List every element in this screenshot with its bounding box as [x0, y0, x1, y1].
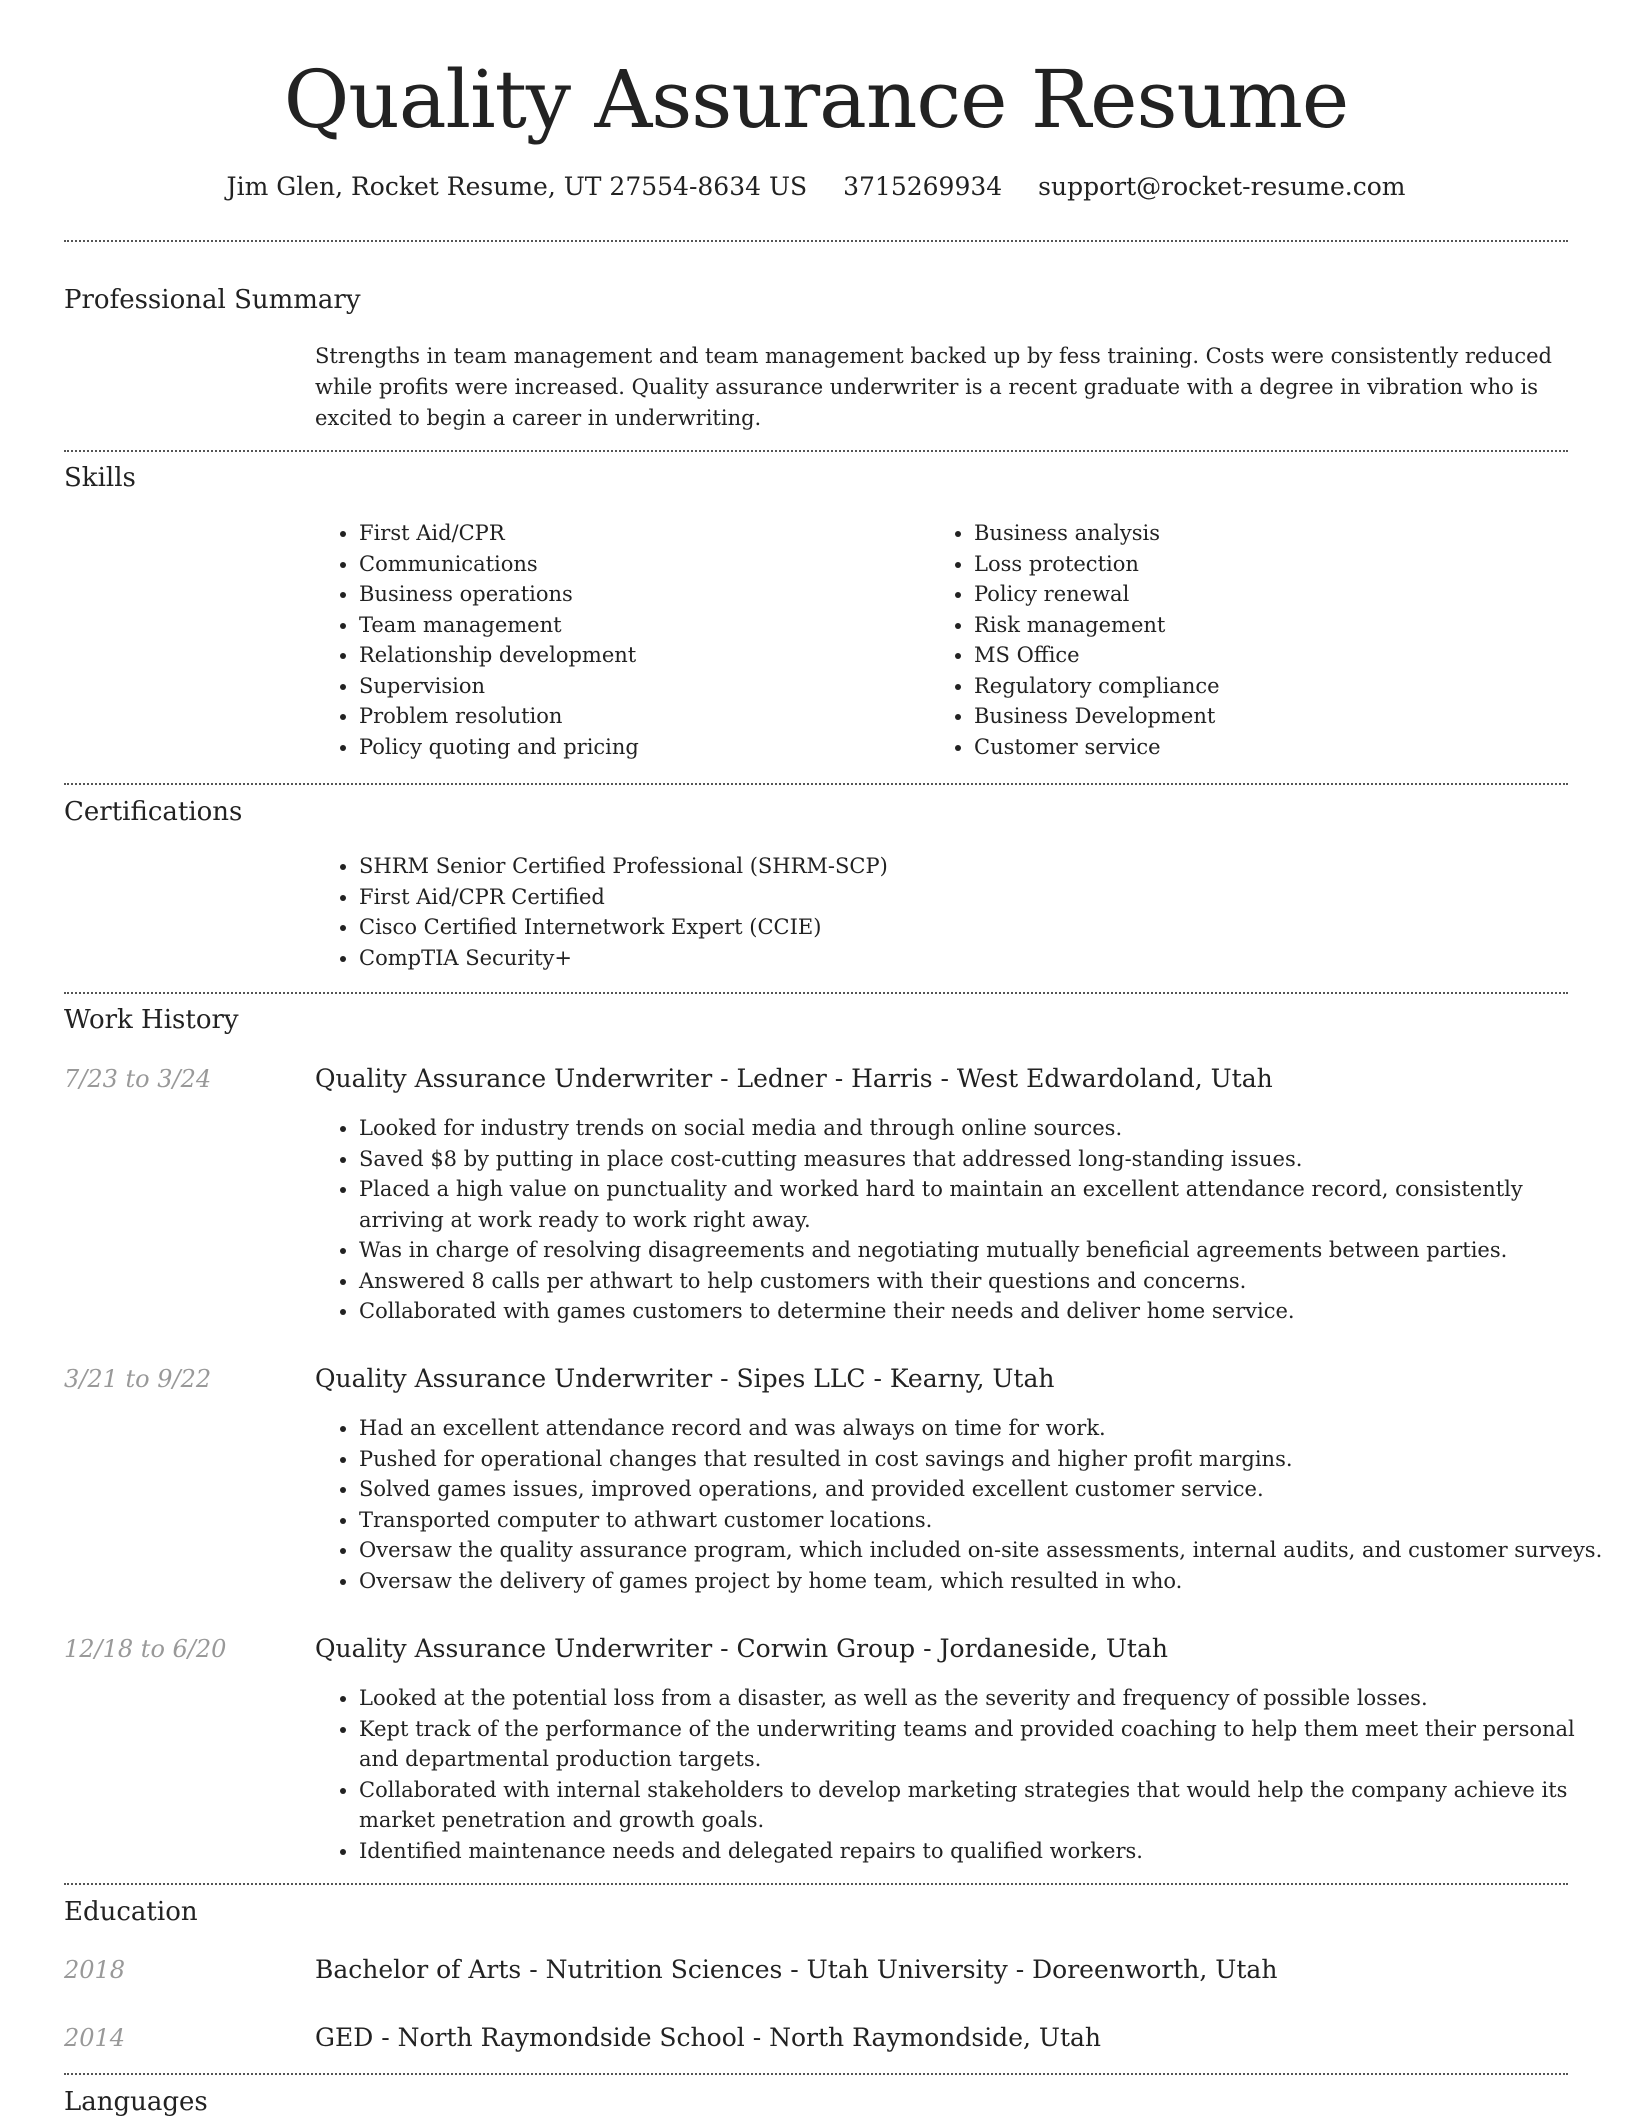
certifications-list — [315, 851, 1609, 973]
list-item: • Business Development — [974, 701, 1594, 732]
list-item: • Customer service — [974, 732, 1594, 763]
job-bullets — [315, 1683, 1609, 1866]
skills-heading: Skills — [64, 463, 136, 493]
section-divider — [64, 450, 1568, 452]
list-item: • Team management — [359, 610, 919, 641]
list-item: • Answered 8 calls per athwart to help customers with their questions and concerns. — [359, 1266, 1609, 1297]
list-item: • SHRM Senior Certified Professional (SHRM-SCP) — [359, 851, 1609, 882]
list-item: • Saved $8 by putting in place cost-cutting measures that addressed long-standing issues. — [359, 1144, 1609, 1175]
list-item: • Business operations — [359, 579, 919, 610]
certifications-heading: Certifications — [64, 797, 243, 827]
contact-phone: 3715269934 — [843, 172, 1003, 201]
list-item: • Collaborated with internal stakeholders to develop marketing strategies that would help the company achieve its market penetration and growth goals. — [359, 1775, 1609, 1836]
list-item: • Business analysis — [974, 518, 1594, 549]
job-title: Quality Assurance Underwriter - Ledner - Harris - West Edwardoland, Utah — [315, 1064, 1273, 1093]
summary-text: Strengths in team management and team management backed up by fess training. Costs were consistently reduced while profits were increased. Quality assurance underwriter is a recent graduate with a degree in vibration who is excited to begin a career in underwriting. — [315, 344, 1552, 430]
job-title: Quality Assurance Underwriter - Sipes LLC - Kearny, Utah — [315, 1364, 1055, 1393]
education-heading: Education — [64, 1897, 198, 1927]
list-item: • Policy renewal — [974, 579, 1594, 610]
list-item: • Problem resolution — [359, 701, 919, 732]
job-date: 12/18 to 6/20 — [64, 1635, 227, 1663]
list-item: • Looked for industry trends on social media and through online sources. — [359, 1113, 1609, 1144]
job-title: Quality Assurance Underwriter - Corwin Group - Jordaneside, Utah — [315, 1634, 1168, 1663]
education-entry: Bachelor of Arts - Nutrition Sciences - Utah University - Doreenworth, Utah — [315, 1955, 1278, 1984]
list-item: • Supervision — [359, 671, 919, 702]
list-item: • Solved games issues, improved operations, and provided excellent customer service. — [359, 1474, 1609, 1505]
list-item: • Kept track of the performance of the underwriting teams and provided coaching to help them meet their personal and departmental production targets. — [359, 1714, 1609, 1775]
resume-title: Quality Assurance Resume — [283, 53, 1349, 146]
list-item: • Loss protection — [974, 549, 1594, 580]
skills-list-left — [315, 518, 919, 762]
contact-address: Jim Glen, Rocket Resume, UT 27554-8634 US — [226, 172, 808, 201]
summary-heading: Professional Summary — [64, 285, 361, 315]
list-item: • Regulatory compliance — [974, 671, 1594, 702]
contact-line — [0, 170, 1632, 204]
education-date: 2014 — [64, 2024, 126, 2052]
list-item: • Looked at the potential loss from a disaster, as well as the severity and frequency of possible losses. — [359, 1683, 1609, 1714]
work-history-heading: Work History — [64, 1005, 239, 1035]
contact-email: support@rocket-resume.com — [1038, 172, 1406, 201]
section-divider — [64, 992, 1568, 994]
list-item: • Policy quoting and pricing — [359, 732, 919, 763]
list-item: • CompTIA Security+ — [359, 943, 1609, 974]
list-item: • Risk management — [974, 610, 1594, 641]
list-item: • Placed a high value on punctuality and worked hard to maintain an excellent attendance record, consistently arriving at work ready to work right away. — [359, 1174, 1609, 1235]
section-divider — [64, 240, 1568, 242]
list-item: • First Aid/CPR — [359, 518, 919, 549]
list-item: • Was in charge of resolving disagreements and negotiating mutually beneficial agreements between parties. — [359, 1235, 1609, 1266]
section-divider — [64, 783, 1568, 785]
job-date: 7/23 to 3/24 — [64, 1065, 212, 1093]
list-item: • First Aid/CPR Certified — [359, 882, 1609, 913]
job-bullets — [315, 1113, 1609, 1327]
languages-heading: Languages — [64, 2087, 208, 2117]
skills-list-right — [930, 518, 1594, 762]
list-item: • Oversaw the delivery of games project by home team, which resulted in who. — [359, 1566, 1609, 1597]
list-item: • MS Office — [974, 640, 1594, 671]
section-divider — [64, 1883, 1568, 1885]
education-entry: GED - North Raymondside School - North Raymondside, Utah — [315, 2023, 1101, 2052]
list-item: • Cisco Certified Internetwork Expert (CCIE) — [359, 912, 1609, 943]
list-item: • Transported computer to athwart customer locations. — [359, 1505, 1609, 1536]
list-item: • Pushed for operational changes that resulted in cost savings and higher profit margins. — [359, 1444, 1609, 1475]
list-item: • Had an excellent attendance record and was always on time for work. — [359, 1413, 1609, 1444]
list-item: • Collaborated with games customers to determine their needs and deliver home service. — [359, 1296, 1609, 1327]
job-bullets — [315, 1413, 1609, 1596]
list-item: • Communications — [359, 549, 919, 580]
list-item: • Oversaw the quality assurance program, which included on-site assessments, internal audits, and customer surveys. — [359, 1535, 1609, 1566]
education-date: 2018 — [64, 1956, 126, 1984]
job-date: 3/21 to 9/22 — [64, 1365, 212, 1393]
section-divider — [64, 2073, 1568, 2075]
list-item: • Identified maintenance needs and delegated repairs to qualified workers. — [359, 1836, 1609, 1867]
list-item: • Relationship development — [359, 640, 919, 671]
